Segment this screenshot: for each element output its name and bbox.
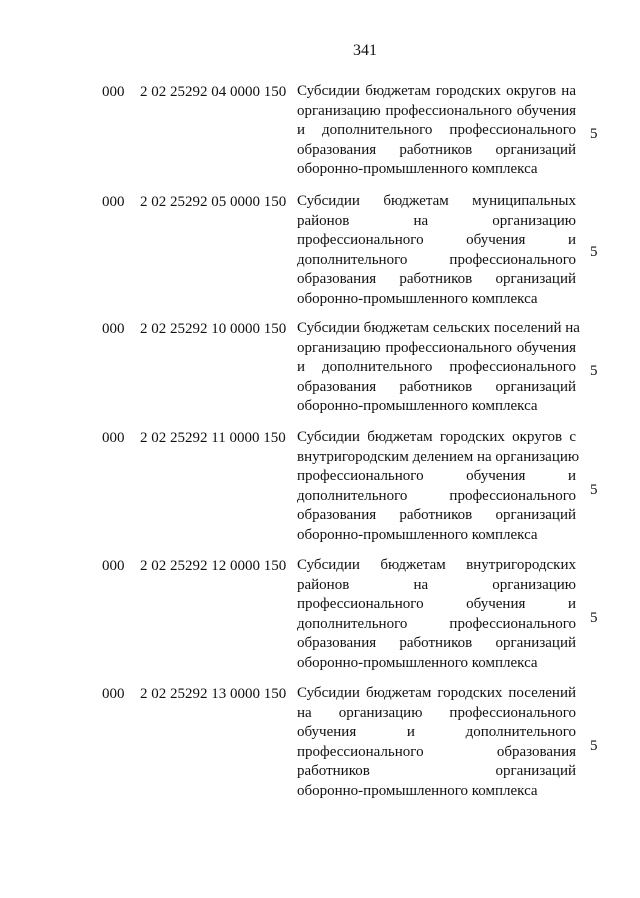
description-line: образования работников организаций	[297, 141, 576, 158]
description-line: дополнительного профессионального	[297, 487, 576, 504]
description-line: профессионального обучения и	[297, 596, 576, 613]
page-number: 341	[353, 42, 377, 59]
description-line: оборонно-промышленного комплекса	[297, 782, 538, 799]
income-description	[297, 556, 576, 674]
budget-classification-code: 2 02 25292 12 0000 150	[140, 558, 287, 574]
description-line: и дополнительного профессионального	[297, 359, 576, 376]
description-line: на организацию профессионального	[297, 704, 576, 721]
description-line: образования работников организаций	[297, 271, 576, 288]
income-description	[297, 428, 580, 546]
description-line: обучения и дополнительного	[297, 724, 576, 741]
budget-classification-code: 2 02 25292 05 0000 150	[140, 194, 287, 210]
description-line: дополнительного профессионального	[297, 615, 576, 632]
amount-value: 5	[590, 610, 598, 626]
admin-code: 000	[102, 430, 125, 446]
income-description	[297, 192, 576, 310]
amount-value: 5	[590, 244, 598, 260]
description-line: профессионального обучения и	[297, 232, 576, 249]
amount-value: 5	[590, 738, 598, 754]
description-line: Субсидии бюджетам муниципальных	[297, 193, 576, 209]
admin-code: 000	[102, 321, 125, 337]
description-line: профессионального обучения и	[297, 468, 576, 485]
description-line: внутригородским делением на организацию	[297, 448, 580, 465]
description-line: Субсидии бюджетам городских поселений	[297, 685, 576, 701]
budget-classification-code: 2 02 25292 13 0000 150	[140, 686, 287, 702]
budget-classification-code: 2 02 25292 11 0000 150	[140, 430, 286, 446]
description-line: работников организаций	[297, 763, 576, 780]
description-line: и дополнительного профессионального	[297, 122, 576, 139]
income-description	[297, 82, 576, 180]
budget-classification-code: 2 02 25292 10 0000 150	[140, 321, 287, 337]
description-line: оборонно-промышленного комплекса	[297, 290, 538, 307]
description-line: Субсидии бюджетам городских округов на	[297, 83, 576, 99]
description-line: оборонно-промышленного комплекса	[297, 654, 538, 671]
description-line: оборонно-промышленного комплекса	[297, 398, 538, 415]
description-line: образования работников организаций	[297, 507, 576, 524]
description-line: районов на организацию	[297, 576, 576, 593]
description-line: оборонно-промышленного комплекса	[297, 526, 538, 543]
description-line: оборонно-промышленного комплекса	[297, 161, 538, 178]
description-line: районов на организацию	[297, 212, 576, 229]
description-line: Субсидии бюджетам городских округов с	[297, 429, 576, 445]
description-line: образования работников организаций	[297, 635, 576, 652]
admin-code: 000	[102, 686, 125, 702]
admin-code: 000	[102, 194, 125, 210]
income-description	[297, 684, 576, 802]
amount-value: 5	[590, 363, 598, 379]
description-line: организацию профессионального обучения	[297, 102, 576, 119]
admin-code: 000	[102, 558, 125, 574]
description-line: образования работников организаций	[297, 378, 576, 395]
description-line: Субсидии бюджетам внутригородских	[297, 557, 576, 573]
amount-value: 5	[590, 482, 598, 498]
description-line: профессионального образования	[297, 743, 576, 760]
amount-value: 5	[590, 126, 598, 142]
income-description	[297, 319, 580, 417]
budget-classification-code: 2 02 25292 04 0000 150	[140, 84, 287, 100]
admin-code: 000	[102, 84, 125, 100]
description-line: организацию профессионального обучения	[297, 339, 576, 356]
description-line: Субсидии бюджетам сельских поселений на	[297, 320, 580, 336]
description-line: дополнительного профессионального	[297, 251, 576, 268]
